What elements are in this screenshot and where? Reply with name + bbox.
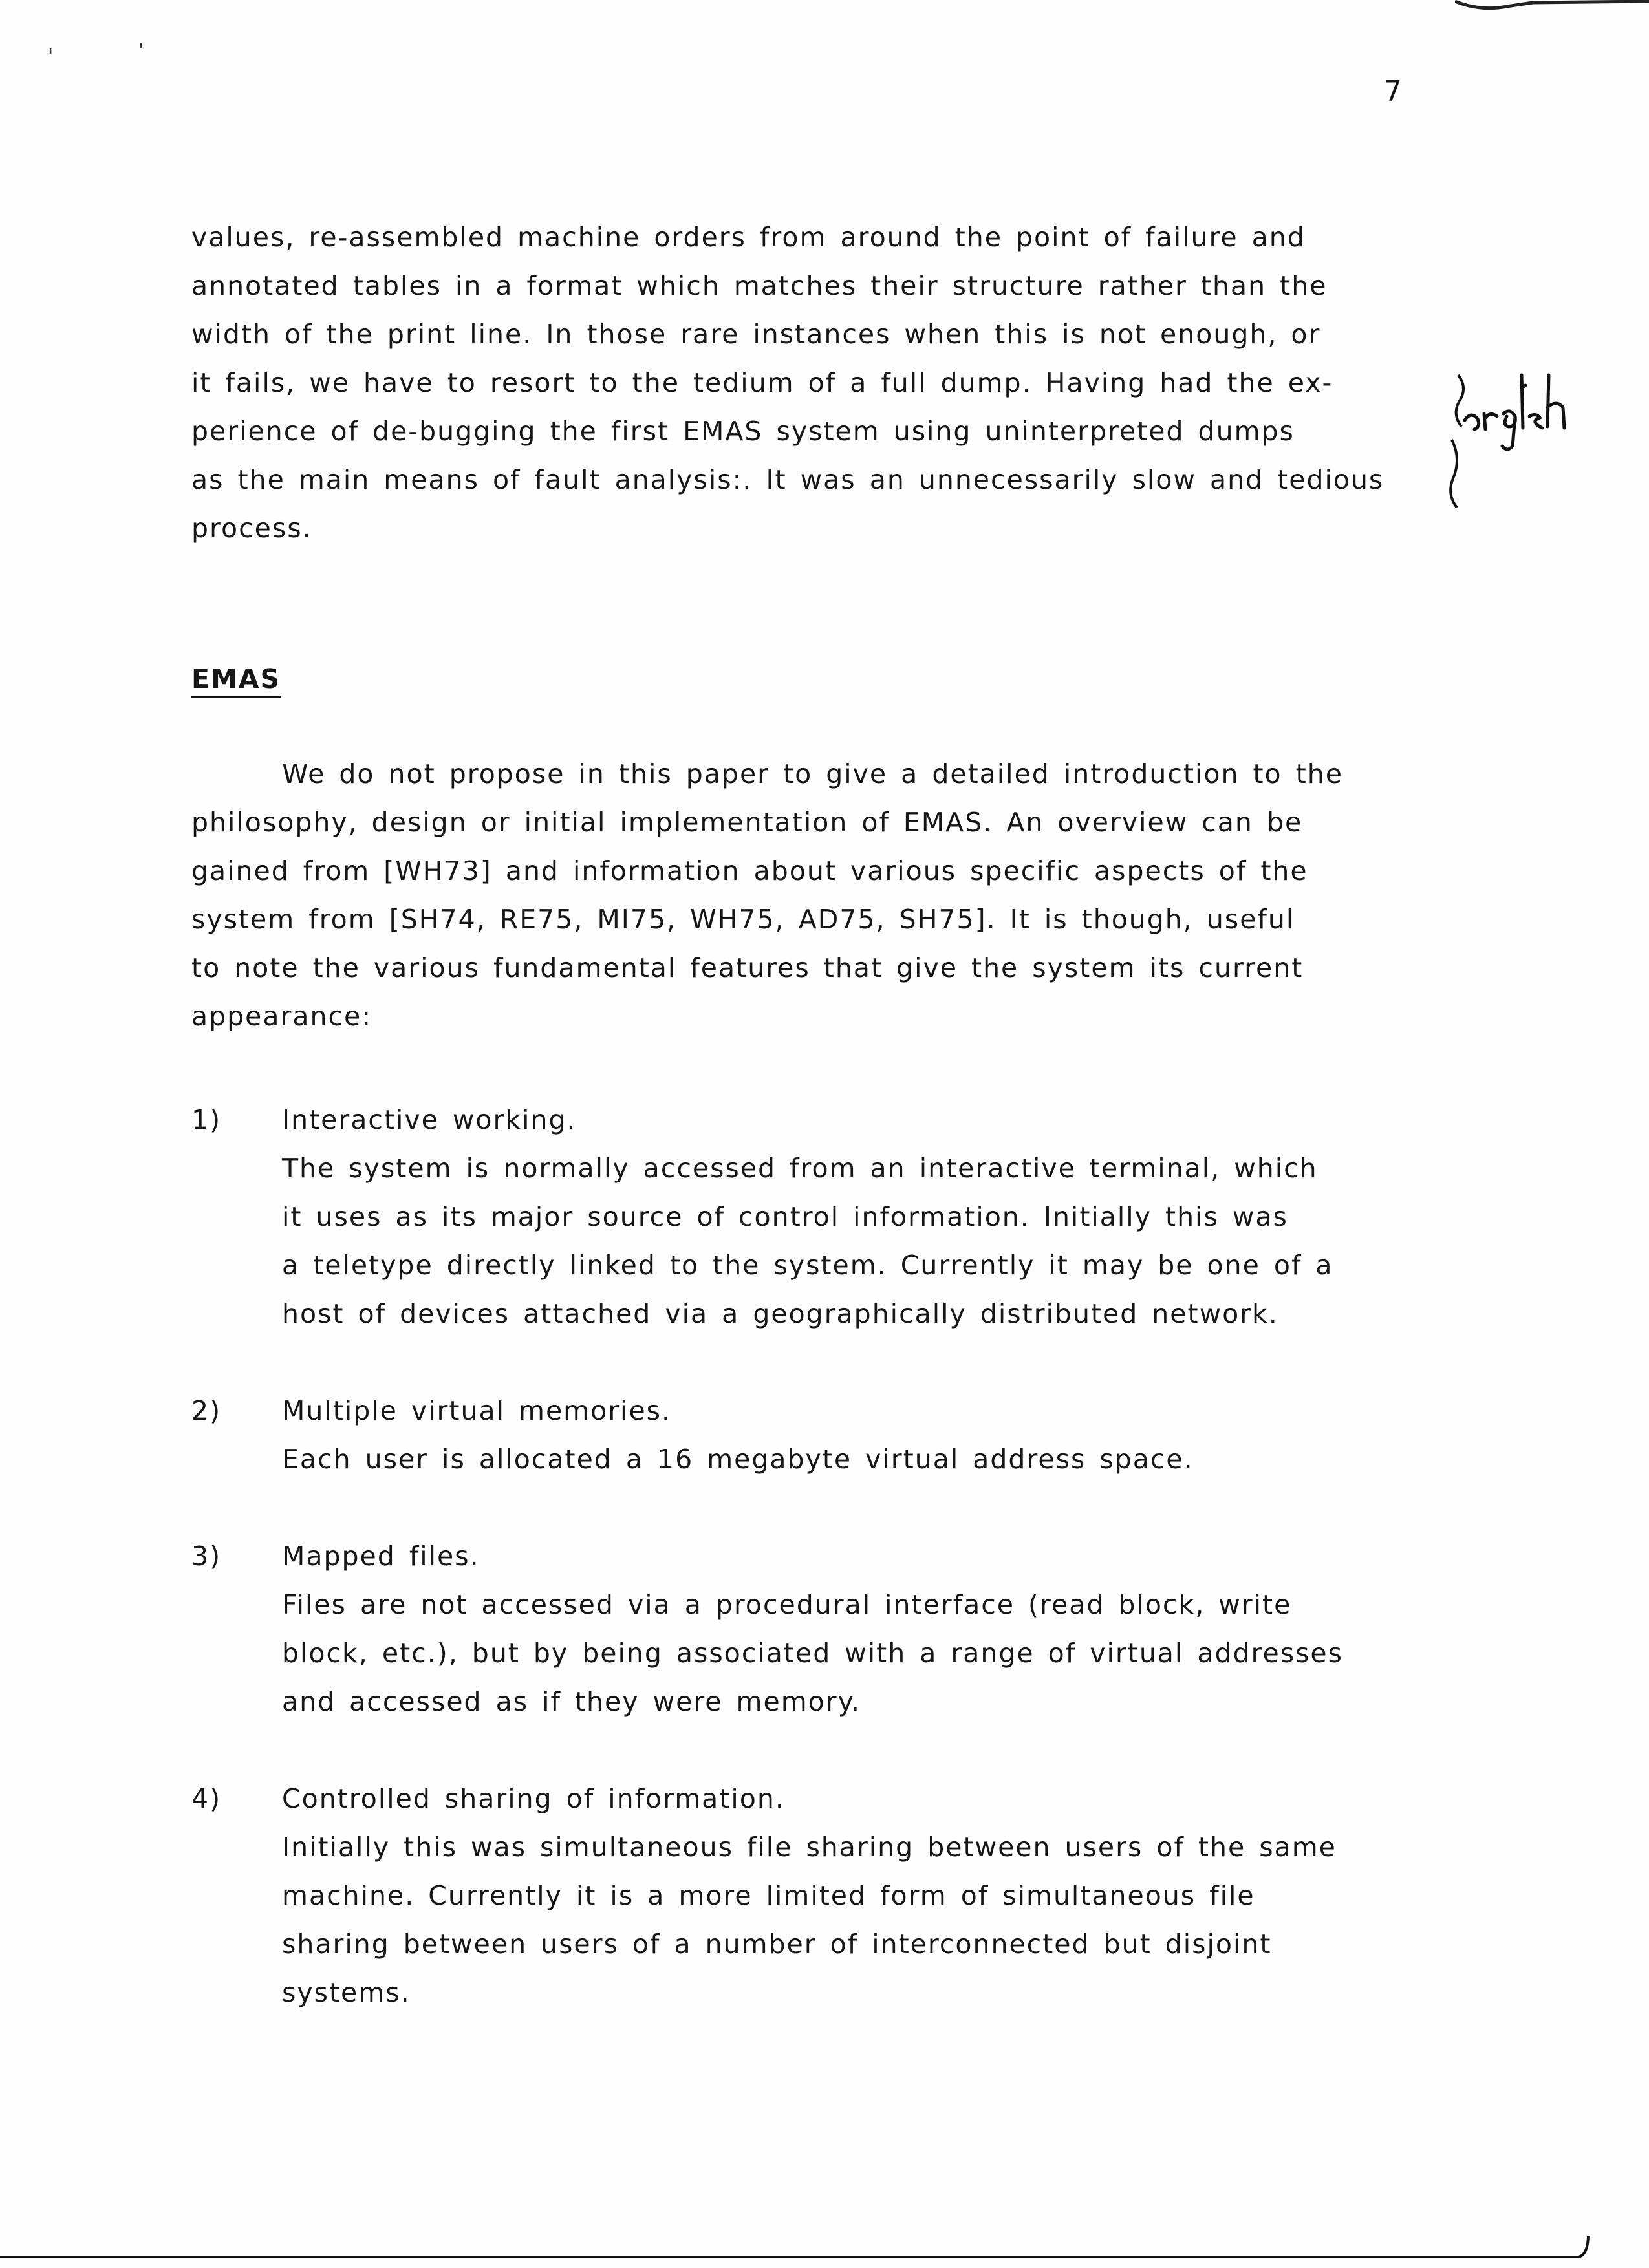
list-item-number: 4) [191, 1783, 222, 1814]
scan-edge-mark [1455, 0, 1649, 19]
paragraph-intro [191, 750, 1459, 1041]
list-item-number: 1) [191, 1104, 222, 1135]
list-item-content [282, 1532, 1485, 1726]
text-line: width of the print line. In those rare instances when this is not enough, or [191, 319, 1321, 350]
text-line: annotated tables in a format which matches their structure rather than the [191, 270, 1328, 301]
text-line: it uses as its major source of control information. Initially this was [282, 1201, 1288, 1232]
list-item-number: 3) [191, 1541, 222, 1572]
text-line: block, etc.), but by being associated with a range of virtual addresses [282, 1638, 1344, 1669]
text-line: appearance: [191, 1001, 372, 1032]
text-line: system from [SH74, RE75, MI75, WH75, AD75, SH75]. It is though, useful [191, 904, 1295, 935]
text-line: Each user is allocated a 16 megabyte virtual address space. [282, 1444, 1194, 1475]
paragraph-continued [191, 213, 1459, 553]
list-item-number: 2) [191, 1395, 222, 1426]
text-line: We do not propose in this paper to give a detailed introduction to the [282, 758, 1343, 789]
list-item-content [282, 1096, 1485, 1338]
text-line: philosophy, design or initial implementation of EMAS. An overview can be [191, 807, 1303, 838]
list-item-title: Interactive working. [282, 1104, 577, 1135]
text-line: machine. Currently it is a more limited form of simultaneous file [282, 1880, 1255, 1911]
text-line: values, re-assembled machine orders from around the point of failure and [191, 222, 1306, 253]
list-item-title: Multiple virtual memories. [282, 1395, 672, 1426]
text-line: as the main means of fault analysis:. It was an unnecessarily slow and tedious [191, 464, 1385, 495]
text-line: perience of de-bugging the first EMAS system using uninterpreted dumps [191, 416, 1295, 447]
stray-mark: ' [138, 40, 144, 63]
text-line: a teletype directly linked to the system. Currently it may be one of a [282, 1250, 1333, 1281]
text-line: systems. [282, 1977, 411, 2008]
text-line: The system is normally accessed from an interactive terminal, which [282, 1153, 1318, 1184]
stray-mark: ' [48, 45, 54, 68]
text-line: to note the various fundamental features that give the system its current [191, 952, 1304, 983]
text-line: gained from [WH73] and information about various specific aspects of the [191, 855, 1308, 886]
text-line: host of devices attached via a geographically distributed network. [282, 1298, 1278, 1329]
handwritten-margin-note [1445, 362, 1607, 517]
page-bottom-rule [0, 2234, 1649, 2266]
text-line: Files are not accessed via a procedural interface (read block, write [282, 1589, 1292, 1620]
list-item-title: Controlled sharing of information. [282, 1783, 785, 1814]
list-item-content [282, 1775, 1485, 2017]
text-line: and accessed as if they were memory. [282, 1686, 861, 1717]
list-item-title: Mapped files. [282, 1541, 480, 1572]
text-line: process. [191, 513, 312, 544]
section-heading: EMAS [191, 663, 281, 694]
list-item-content [282, 1387, 1485, 1484]
page-number: 7 [1384, 75, 1402, 108]
text-line: sharing between users of a number of interconnected but disjoint [282, 1929, 1272, 1960]
text-line: it fails, we have to resort to the tedium of a full dump. Having had the ex- [191, 367, 1333, 398]
text-line: Initially this was simultaneous file sharing between users of the same [282, 1832, 1337, 1863]
